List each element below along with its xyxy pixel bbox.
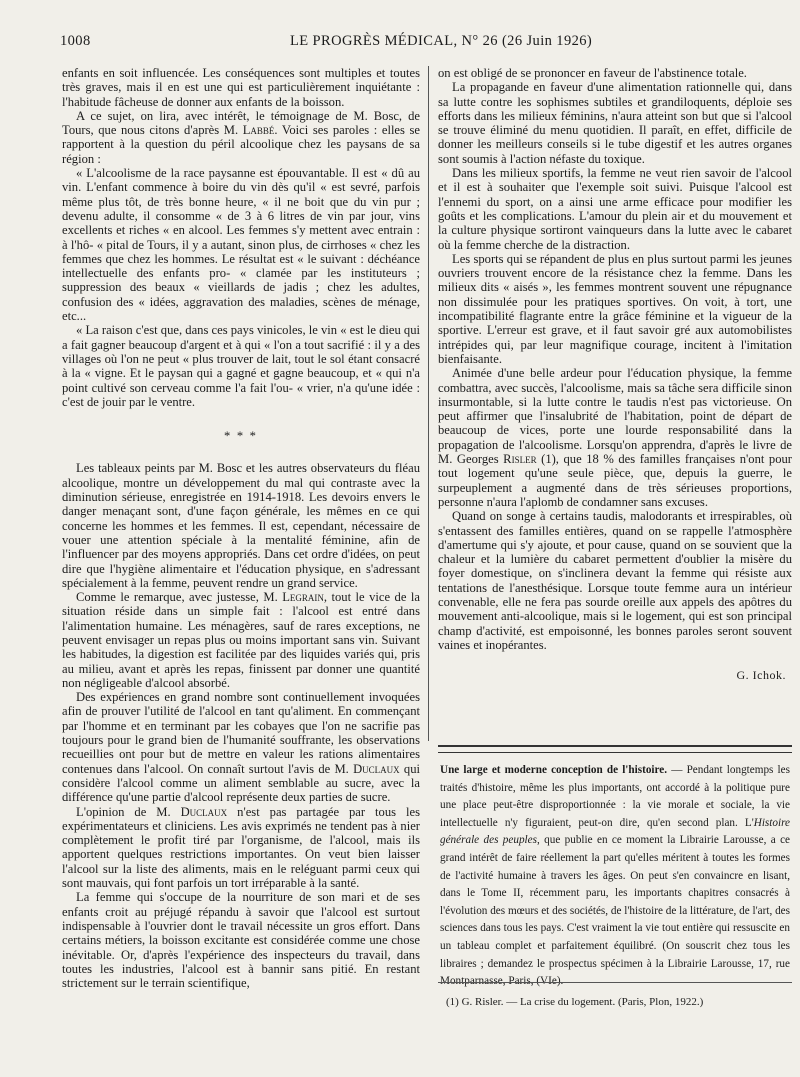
author-name: Labbé bbox=[242, 123, 275, 138]
paragraph: Animée d'une belle ardeur pour l'éducation physique, la femme combattra, avec succès, l'alcoolisme, mais sa tâche sera difficile sinon insurmontable, si la lutte contre le taudis n'est pas victorieuse. On peut affirmer que l'insalubrité de l'habitation, point de départ de beaucoup de vices, porte une lourde responsabilité dans la propagation de l'alcoolisme. Lorsqu'on apprendra, d'après le livre de M. Georges Risler (1), que 18 % des familles françaises n'ont pour tout logement qu'une seule pièce, que, depuis la guerre, le surpeuplement a augmenté dans de très sérieuses proportions, personne n'aura l'aplomb de condamner sans excuses. bbox=[438, 366, 792, 509]
author-name: Duclaux bbox=[180, 804, 228, 819]
paragraph: Des expériences en grand nombre sont continuellement invoquées afin de prouver l'utilité de l'alcool en tant qu'aliment. En commençant par l'homme et en terminant par les cobayes que l'on ne sacrifie pas toujours pour le grand bien de l'humanité souffrante, les observations recueillies ont pour but de mettre en valeur les rations alimentaires contenues dans l'alcool. On connaît surtout l'avis de M. Duclaux qui considère l'alcool comme un aliment semblable au sucre, avec la différence qu'une partie d'alcool représente deux parties de sucre. bbox=[62, 690, 420, 805]
page-number: 1008 bbox=[60, 33, 91, 49]
author-name: Duclaux bbox=[353, 761, 400, 776]
quotation: « La raison c'est que, dans ces pays vinicoles, le vin « est le dieu qui a fait gagner beaucoup d'argent et à qui « l'on a tout sacrifié : il y a des villages où l'on ne peut « plus trouver de lait, tout le sol étant consacré à la « vigne. Et le paysan qui a gagné et gagne beaucoup, et « qui n'a point cultivé son cerveau comme l'a fait l'ou- « vrier, n'a qu'une idée : c'est de jouir par le ventre. bbox=[62, 323, 420, 409]
author-name: Legrain bbox=[282, 590, 324, 605]
right-column bbox=[438, 66, 792, 682]
section-separator: * * * bbox=[224, 429, 258, 444]
paragraph: A ce sujet, on lira, avec intérêt, le témoignage de M. Bosc, de Tours, que nous citons d'après M. Labbé. Voici ses paroles : elles se rapportent à la question du péril alcoolique chez les paysans de sa région : bbox=[62, 108, 421, 166]
author-signature: G. Ichok. bbox=[736, 668, 786, 683]
news-headline: Une large et moderne conception de l'histoire. bbox=[440, 764, 668, 776]
paragraph: La propagande en faveur d'une alimentation rationnelle qui, dans sa lutte contre les sophismes subtiles et grandiloquents, déploie ses efforts dans les milieux féminins, n'aura atteint son but que si l'alcool se trouve éliminé du menu quotidien. Il paraît, en effet, difficile de donner les meilleurs conseils si le tube digestif et les autres organes sont soumis à l'action néfaste du toxique. bbox=[438, 80, 792, 166]
column-divider bbox=[428, 66, 429, 741]
book-title: Histoire générale des peuples bbox=[440, 816, 790, 847]
paragraph: La femme qui s'occupe de la nourriture de son mari et de ses enfants croit au préjugé répandu à savoir que l'alcool est surtout indispensable à l'ouvrier dont le travail nécessite un gros effort. Dans certains métiers, la boisson excitante est considérée comme une chose inévitable. Or, d'après l'expérience des inspecteurs du travail, dans toutes les industries, l'alcool est à bannir sans pitié. En restant strictement sur le terrain scientifique, bbox=[62, 890, 420, 991]
author-name: Risler bbox=[503, 452, 537, 467]
paragraph: enfants en soit influencée. Les conséquences sont multiples et toutes très graves, mais il en est une qui est particulièrement inquiétante : l'habitude fâcheuse de donner aux enfants de la boisson. bbox=[62, 66, 420, 109]
paragraph: on est obligé de se prononcer en faveur de l'abstinence totale. bbox=[438, 66, 747, 80]
page-header bbox=[60, 33, 790, 53]
paragraph: Dans les milieux sportifs, la femme ne veut rien savoir de l'alcool et il est à souhaiter que l'exemple soit suivi. Puisque l'alcool est l'ennemi du sport, on a ainsi une arme efficace pour modifier les goûts et les complications. L'amour du plein air et du mouvement et la culture physique sortiront vainqueurs dans la lutte avec le cabaret où la femme cherche de la distraction. bbox=[438, 166, 792, 252]
news-item bbox=[440, 762, 790, 991]
paragraph: Quand on songe à certains taudis, malodorants et irrespirables, où s'entassent des familles entières, quand on se rappelle l'atmosphère d'amertume qui s'y ajoute, et pour cause, quand on se souvient que la chaleur et la lumière du cabaret permettent d'oublier la misère du foyer domestique, on s'inclinera devant la femme qui résiste aux tentations de l'anesthésique. Lorsque toute femme aura un intérieur convenable, elle ne fera pas sourde oreille aux appels des apôtres du mouvement anti-alcoolique, mais si le logement, qui est son principal champ d'activité, est empoisonné, les bonnes paroles seront souvent vaines et inopérantes. bbox=[438, 509, 792, 652]
footnote-rule bbox=[438, 982, 792, 983]
paragraph: Comme le remarque, avec justesse, M. Legrain, tout le vice de la situation réside dans un simple fait : l'alcool est entré dans l'alimentation humaine. Les ménagères, sauf de rares exceptions, ne peuvent envisager un repas plus ou moins important sans vin. Suivant les habitudes, la digestion est facilitée par des liquides variés qui, pris au milieu, avant et après les repas, finissent par donner une quantité non négligeable d'alcool absorbé. bbox=[62, 590, 420, 690]
left-column bbox=[62, 66, 420, 990]
paragraph: Les sports qui se répandent de plus en plus surtout parmi les jeunes ouvriers trouvent encore de la résistance chez la femme. Dans les milieux dits « aisés », les femmes montrent souvent une répugnance non dissimulée pour les pratiques sportives. On voit, à tort, une incompatibilité flagrante entre la grâce féminine et la vigueur de la sportive. L'erreur est grave, et il faut savoir gré aux automobilistes intrépides qui, par leur magnifique courage, incitent à l'imitation bienfaisante. bbox=[438, 251, 792, 366]
news-paragraph: Une large et moderne conception de l'histoire. — Pendant longtemps les traités d'histoire, même les plus importants, ont accordé à la politique pure une place peut-être disproportionnée : la vie morale et sociale, la vie intellectuelle n'y figuraient, peut-on dire, qu'en second plan. L'Histoire générale des peuples, que publie en ce moment la Librairie Larousse, a ce grand intérêt de faire réellement la part qu'elles méritent à toutes les formes de l'activité humaine à travers les âges. On peut s'en convaincre en lisant, dans le Tome II, récemment paru, les importants chapitres consacrés à l'évolution des mœurs et des sociétés, de l'histoire de la littérature, de l'art, des sciences dans tous les pays. C'est vraiment la vie tout entière qui ressuscite en un tableau complet et parfaitement équilibré. (On souscrit chez tous les libraires ; demandez le prospectus spécimen à la Librairie Larousse, 17, rue bbox=[440, 764, 790, 970]
paragraph: L'opinion de M. Duclaux n'est pas partagée par tous les expérimentateurs et cliniciens. Les avis exprimés ne tendent pas à nier complètement le profit tiré par l'organisme, de l'alcool, mais ils apportent quelques restrictions importantes. On veut bien laisser l'alcool sur la liste des aliments, mais en le reléguant parmi ceux qui sont mauvais, qui font parfois un tort irréparable à la santé. bbox=[62, 804, 420, 891]
section-rule bbox=[438, 745, 792, 753]
quotation: « L'alcoolisme de la race paysanne est épouvantable. Il est « dû au vin. L'enfant commence à boire du vin dès qu'il « est sevré, parfois même plus tôt, de très bonne heure, « il ne boit que du vin pur ; devenu adulte, il consomme « de 3 à 6 litres de vin par jour, vins excellents et riches « en alcool. Les femmes s'y mettent avec entrain : à l'hô- « pital de Tours, il y a autant, sinon plus, de cirrhoses « chez les femmes que chez les hommes. Le résultat est « le suivant : déchéance intellectuelle des enfants pro- « clamée par les instituteurs ; suppression des beaux « vieillards de jadis ; chez les adultes, confusion des « idées, aggravation des maladies, scènes de ménage, etc... bbox=[62, 166, 420, 324]
running-title: LE PROGRÈS MÉDICAL, N° 26 (26 Juin 1926) bbox=[290, 33, 593, 49]
paragraph: Les tableaux peints par M. Bosc et les autres observateurs du fléau alcoolique, montre un développement du mal qui contraste avec la diminution sérieuse, enregistrée en 1914-1918. Les devoirs envers le danger menaçant sont, d'une façon générale, les mêmes en ce qui concerne les hommes et les femmes. Il est, cependant, nécessaire de vouer une attention spéciale à la mentalité féminine, afin de l'influencer par des moyens appropriés. Dans cet ordre d'idées, on peut dire que l'hygiène alimentaire et l'éducation physique, en s'adressant spécialement à la femme, peuvent rendre un grand service. bbox=[62, 461, 420, 590]
footnote: (1) G. Risler. — La crise du logement. (Paris, Plon, 1922.) bbox=[446, 996, 704, 1008]
